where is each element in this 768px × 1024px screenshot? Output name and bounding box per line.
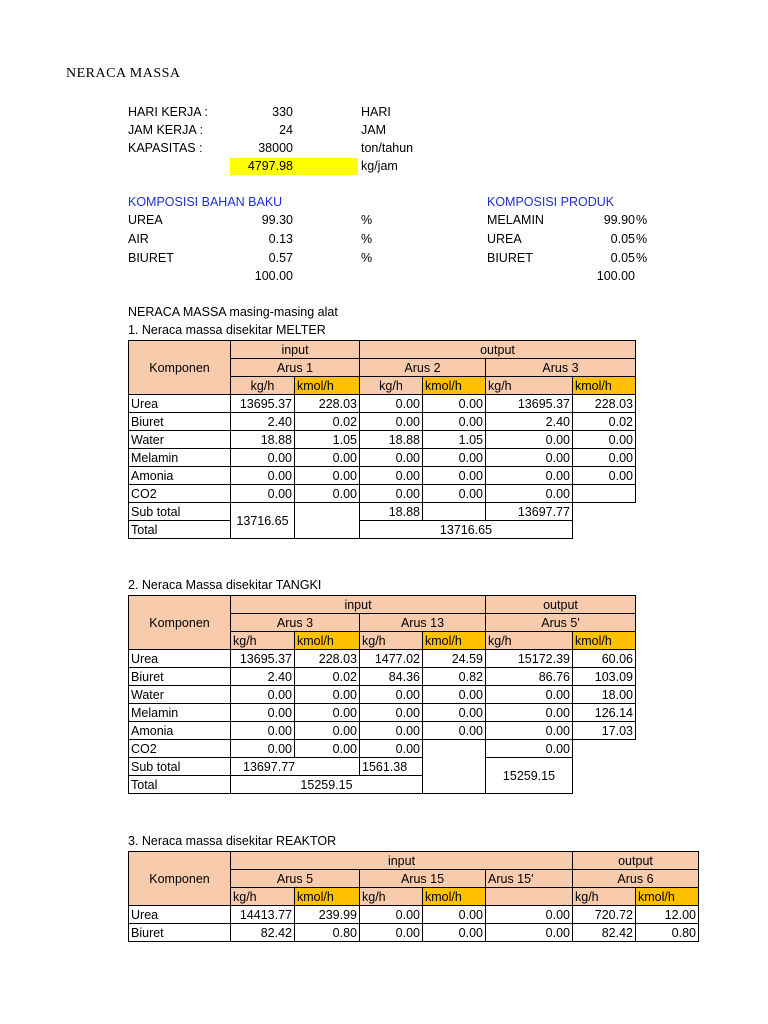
empty-cell — [295, 503, 360, 539]
input-header: input — [231, 341, 360, 359]
unit-header: kg/h — [360, 377, 423, 395]
product-title: KOMPOSISI PRODUK — [487, 195, 615, 209]
table-row — [129, 722, 636, 740]
melter-heading: 1. Neraca massa disekitar MELTER — [128, 323, 326, 337]
param-unit: JAM — [361, 123, 386, 137]
cell-value: 228.03 — [573, 395, 636, 413]
arus-header: Arus 6 — [573, 870, 699, 888]
cell-value: 0.80 — [295, 924, 360, 942]
cell-value: 0.00 — [360, 395, 423, 413]
cell-value: 0.00 — [295, 485, 360, 503]
komponen-name: Water — [129, 686, 231, 704]
cell-value: 0.00 — [423, 485, 486, 503]
unit-header: kmol/h — [295, 888, 360, 906]
product-name: BIURET — [487, 251, 533, 265]
cell-value: 2.40 — [486, 413, 573, 431]
product-unit: % — [636, 232, 648, 246]
output-total: 13716.65 — [360, 521, 573, 539]
raw-material-value: 0.57 — [268, 251, 293, 265]
empty-cell — [423, 503, 486, 521]
product-value: 0.05 — [610, 251, 635, 265]
melter-table — [128, 340, 636, 539]
cell-value: 0.00 — [423, 924, 486, 942]
cell-value: 12.00 — [636, 906, 699, 924]
cell-value: 0.00 — [360, 740, 423, 758]
cell-value: 0.80 — [636, 924, 699, 942]
subtotal-row — [129, 758, 636, 776]
cell-value: 15172.39 — [486, 650, 573, 668]
cell-value: 0.00 — [486, 431, 573, 449]
arus-header: Arus 15' — [486, 870, 573, 888]
capacity-per-hour-cell — [230, 158, 358, 175]
raw-material-name: UREA — [128, 213, 163, 227]
cell-value: 0.00 — [231, 485, 295, 503]
subtotal-arus2: 18.88 — [360, 503, 423, 521]
cell-value: 2.40 — [231, 413, 295, 431]
product-value: 0.05 — [610, 232, 635, 246]
komponen-name: Biuret — [129, 668, 231, 686]
unit-header: kmol/h — [423, 377, 486, 395]
cell-value: 18.88 — [360, 431, 423, 449]
product-name: UREA — [487, 232, 522, 246]
cell-value: 0.00 — [360, 906, 423, 924]
cell-value: 84.36 — [360, 668, 423, 686]
cell-value: 0.00 — [486, 686, 573, 704]
cell-value: 0.00 — [423, 906, 486, 924]
arus-header: Arus 2 — [360, 359, 486, 377]
empty-cell — [423, 740, 486, 758]
cell-value: 86.76 — [486, 668, 573, 686]
cell-value: 0.00 — [360, 686, 423, 704]
table-row — [129, 413, 636, 431]
cell-value: 1.05 — [295, 431, 360, 449]
cell-value: 0.00 — [486, 906, 573, 924]
cell-value: 0.00 — [231, 686, 295, 704]
param-unit: kg/jam — [361, 159, 398, 173]
cell-value: 0.00 — [360, 722, 423, 740]
subtotal-arus3: 13697.77 — [231, 758, 360, 776]
raw-material-name: BIURET — [128, 251, 174, 265]
cell-value: 0.02 — [295, 413, 360, 431]
raw-material-name: AIR — [128, 232, 149, 246]
empty-cell — [573, 521, 636, 539]
komponen-name: Amonia — [129, 722, 231, 740]
empty-cell — [573, 758, 636, 776]
cell-value: 0.00 — [360, 413, 423, 431]
komponen-name: Urea — [129, 906, 231, 924]
output-header: output — [360, 341, 636, 359]
cell-value: 0.00 — [486, 924, 573, 942]
cell-value: 0.00 — [423, 413, 486, 431]
cell-value: 0.00 — [486, 449, 573, 467]
unit-header: kg/h — [231, 377, 295, 395]
total-label: Total — [129, 776, 231, 794]
cell-value: 17.03 — [573, 722, 636, 740]
unit-header: kg/h — [360, 632, 423, 650]
komponen-name: Melamin — [129, 704, 231, 722]
komponen-name: Amonia — [129, 467, 231, 485]
subtotal-label: Sub total — [129, 503, 231, 521]
cell-value: 0.00 — [486, 740, 573, 758]
table-row — [129, 686, 636, 704]
cell-value: 103.09 — [573, 668, 636, 686]
output-header: output — [486, 596, 636, 614]
cell-value: 0.00 — [360, 704, 423, 722]
cell-value: 0.00 — [423, 722, 486, 740]
raw-material-unit: % — [361, 213, 373, 227]
cell-value: 0.00 — [423, 704, 486, 722]
cell-value: 0.00 — [231, 704, 295, 722]
cell-value: 0.02 — [295, 668, 360, 686]
arus-header: Arus 3 — [486, 359, 636, 377]
cell-value: 0.00 — [295, 740, 360, 758]
raw-material-value: 99.30 — [261, 213, 293, 227]
arus-header: Arus 13 — [360, 614, 486, 632]
param-value: 4797.98 — [247, 159, 293, 173]
table-row — [129, 740, 636, 758]
cell-value: 0.00 — [231, 467, 295, 485]
cell-value: 0.00 — [231, 449, 295, 467]
product-value: 99.90 — [603, 213, 635, 227]
cell-value: 18.00 — [573, 686, 636, 704]
unit-header: kmol/h — [423, 632, 486, 650]
komponen-name: Biuret — [129, 413, 231, 431]
cell-value: 0.00 — [360, 467, 423, 485]
cell-value: 1.05 — [423, 431, 486, 449]
product-unit: % — [636, 213, 648, 227]
table-row — [129, 395, 636, 413]
cell-value: 0.00 — [295, 722, 360, 740]
cell-value: 0.00 — [423, 395, 486, 413]
subtotal-label: Sub total — [129, 758, 231, 776]
unit-header: kmol/h — [573, 632, 636, 650]
cell-value: 0.02 — [573, 413, 636, 431]
table-row — [129, 467, 636, 485]
cell-value: 0.00 — [486, 722, 573, 740]
tangki-heading: 2. Neraca Massa disekitar TANGKI — [128, 578, 322, 592]
product-total: 100.00 — [596, 269, 635, 283]
cell-value: 239.99 — [295, 906, 360, 924]
cell-value: 13695.37 — [231, 650, 295, 668]
input-header: input — [231, 596, 486, 614]
melter-rows — [129, 395, 636, 539]
subtotal-row — [129, 503, 636, 521]
komponen-name: Water — [129, 431, 231, 449]
cell-value: 0.00 — [360, 924, 423, 942]
param-label: HARI KERJA : — [128, 105, 208, 119]
arus-header: Arus 5' — [486, 614, 636, 632]
table-row — [129, 924, 699, 942]
cell-value: 82.42 — [231, 924, 295, 942]
cell-value — [573, 485, 636, 503]
cell-value: 0.00 — [231, 722, 295, 740]
unit-header: kg/h — [360, 888, 423, 906]
cell-value: 2.40 — [231, 668, 295, 686]
document-title: NERACA MASSA — [66, 66, 181, 81]
table-row — [129, 431, 636, 449]
unit-header: kg/h — [231, 888, 295, 906]
unit-header: kg/h — [573, 888, 636, 906]
tangki-rows — [129, 650, 636, 794]
cell-value: 0.00 — [295, 449, 360, 467]
cell-value: 13695.37 — [486, 395, 573, 413]
table-row — [129, 449, 636, 467]
table-row — [129, 668, 636, 686]
cell-value: 720.72 — [573, 906, 636, 924]
cell-value: 0.00 — [423, 686, 486, 704]
raw-material-value: 0.13 — [268, 232, 293, 246]
raw-material-title: KOMPOSISI BAHAN BAKU — [128, 195, 283, 209]
arus-header: Arus 15 — [360, 870, 486, 888]
empty-cell — [423, 758, 486, 794]
param-value: 330 — [272, 105, 293, 119]
table-row — [129, 906, 699, 924]
cell-value: 0.00 — [573, 467, 636, 485]
cell-value: 0.00 — [573, 449, 636, 467]
product-name: MELAMIN — [487, 213, 544, 227]
komponen-name: Biuret — [129, 924, 231, 942]
total-label: Total — [129, 521, 231, 539]
input-header: input — [231, 852, 573, 870]
param-unit: HARI — [361, 105, 391, 119]
param-unit: ton/tahun — [361, 141, 414, 155]
arus-header: Arus 3 — [231, 614, 360, 632]
reaktor-heading: 3. Neraca massa disekitar REAKTOR — [128, 834, 337, 848]
table-row — [129, 704, 636, 722]
tangki-table — [128, 595, 636, 794]
product-unit: % — [636, 251, 648, 265]
cell-value: 0.00 — [231, 740, 295, 758]
param-label: JAM KERJA : — [128, 123, 204, 137]
table-row — [129, 650, 636, 668]
output-total: 15259.15 — [486, 758, 573, 794]
unit-header: kmol/h — [573, 377, 636, 395]
table-row — [129, 485, 636, 503]
cell-value: 14413.77 — [231, 906, 295, 924]
cell-value: 0.00 — [486, 704, 573, 722]
param-value: 24 — [279, 123, 293, 137]
input-total: 15259.15 — [231, 776, 423, 794]
empty-cell — [573, 740, 636, 758]
komponen-header: Komponen — [129, 852, 231, 906]
cell-value: 228.03 — [295, 395, 360, 413]
section-title: NERACA MASSA masing-masing alat — [128, 305, 338, 319]
komponen-name: Melamin — [129, 449, 231, 467]
unit-header: kmol/h — [423, 888, 486, 906]
unit-header: kmol/h — [636, 888, 699, 906]
cell-value: 0.00 — [573, 431, 636, 449]
cell-value: 0.00 — [360, 485, 423, 503]
cell-value: 0.00 — [295, 467, 360, 485]
output-header: output — [573, 852, 699, 870]
cell-value: 126.14 — [573, 704, 636, 722]
cell-value: 18.88 — [231, 431, 295, 449]
cell-value: 0.00 — [423, 467, 486, 485]
subtotal-arus13: 1561.38 — [360, 758, 423, 776]
cell-value: 228.03 — [295, 650, 360, 668]
cell-value: 60.06 — [573, 650, 636, 668]
cell-value: 0.00 — [423, 449, 486, 467]
komponen-name: CO2 — [129, 740, 231, 758]
unit-header: kg/h — [231, 632, 295, 650]
unit-header: kmol/h — [295, 377, 360, 395]
param-label: KAPASITAS : — [128, 141, 203, 155]
cell-value: 0.00 — [360, 449, 423, 467]
raw-material-unit: % — [361, 251, 373, 265]
raw-material-unit: % — [361, 232, 373, 246]
unit-header: kg/h — [486, 632, 573, 650]
raw-material-total: 100.00 — [254, 269, 293, 283]
unit-header: kg/h — [486, 377, 573, 395]
param-value: 38000 — [258, 141, 293, 155]
reaktor-rows — [129, 906, 699, 942]
cell-value: 0.00 — [486, 467, 573, 485]
arus-header: Arus 5 — [231, 870, 360, 888]
cell-value: 82.42 — [573, 924, 636, 942]
total-row — [129, 521, 636, 539]
empty-cell — [573, 503, 636, 521]
komponen-name: Urea — [129, 395, 231, 413]
empty-cell — [573, 776, 636, 794]
cell-value: 0.00 — [295, 704, 360, 722]
reaktor-table — [128, 851, 699, 942]
komponen-header: Komponen — [129, 596, 231, 650]
cell-value: 1477.02 — [360, 650, 423, 668]
input-total: 13716.65 — [231, 503, 295, 539]
cell-value: 0.00 — [486, 485, 573, 503]
arus-header: Arus 1 — [231, 359, 360, 377]
cell-value: 24.59 — [423, 650, 486, 668]
komponen-header: Komponen — [129, 341, 231, 395]
cell-value: 0.00 — [295, 686, 360, 704]
subtotal-arus3: 13697.77 — [486, 503, 573, 521]
unit-header: kmol/h — [295, 632, 360, 650]
cell-value: 0.82 — [423, 668, 486, 686]
komponen-name: CO2 — [129, 485, 231, 503]
komponen-name: Urea — [129, 650, 231, 668]
empty-cell — [486, 888, 573, 906]
cell-value: 13695.37 — [231, 395, 295, 413]
